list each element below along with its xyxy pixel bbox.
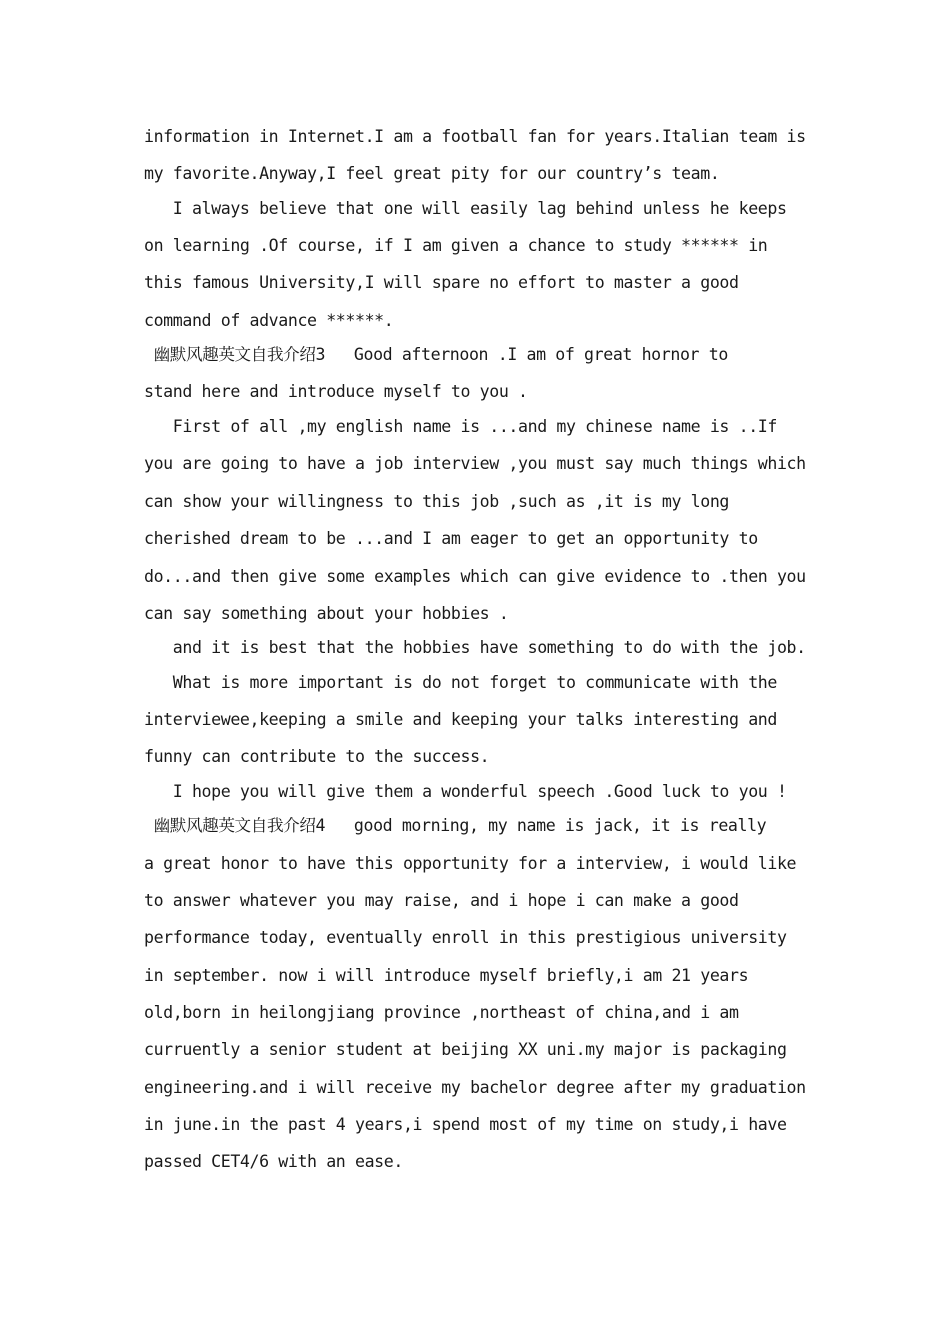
text-line: do...and then give some examples which can give evidence to .then you bbox=[144, 567, 806, 586]
text-line: I hope you will give them a wonderful speech .Good luck to you ! bbox=[144, 782, 787, 801]
text-line: to answer whatever you may raise, and i hope i can make a good bbox=[144, 891, 739, 910]
text-line: old,born in heilongjiang province ,northeast of china,and i am bbox=[144, 1003, 739, 1022]
text-line: command of advance ******. bbox=[144, 311, 394, 330]
text-line: and it is best that the hobbies have something to do with the job. bbox=[144, 638, 806, 657]
text-line: in september. now i will introduce myself briefly,i am 21 years bbox=[144, 966, 749, 985]
text-line: performance today, eventually enroll in this prestigious university bbox=[144, 928, 787, 947]
text-line: can show your willingness to this job ,such as ,it is my long bbox=[144, 492, 730, 511]
text-line: What is more important is do not forget to communicate with the bbox=[144, 673, 777, 692]
text-line: curruently a senior student at beijing XX uni.my major is packaging bbox=[144, 1040, 787, 1059]
text-line: interviewee,keeping a smile and keeping your talks interesting and bbox=[144, 710, 777, 729]
text-line: passed CET4/6 with an ease. bbox=[144, 1152, 403, 1171]
section-heading-line: 幽默风趣英文自我介绍3 Good afternoon .I am of great hornor to bbox=[144, 345, 728, 364]
text-line: can say something about your hobbies . bbox=[144, 604, 509, 623]
text-line: I always believe that one will easily lag behind unless he keeps bbox=[144, 199, 787, 218]
text-line: engineering.and i will receive my bachelor degree after my graduation bbox=[144, 1078, 806, 1097]
section-heading-line: 幽默风趣英文自我介绍4 good morning, my name is jack, it is really bbox=[144, 816, 767, 835]
text-line: funny can contribute to the success. bbox=[144, 747, 490, 766]
text-line: this famous University,I will spare no effort to master a good bbox=[144, 273, 739, 292]
text-line: information in Internet.I am a football fan for years.Italian team is bbox=[144, 127, 806, 146]
text-line: you are going to have a job interview ,you must say much things which bbox=[144, 454, 806, 473]
text-line: my favorite.Anyway,I feel great pity for our country’s team. bbox=[144, 164, 720, 183]
text-line: in june.in the past 4 years,i spend most of my time on study,i have bbox=[144, 1115, 787, 1134]
text-line: cherished dream to be ...and I am eager to get an opportunity to bbox=[144, 529, 758, 548]
text-line: First of all ,my english name is ...and my chinese name is ..If bbox=[144, 417, 777, 436]
text-line: stand here and introduce myself to you . bbox=[144, 382, 528, 401]
text-line: on learning .Of course, if I am given a chance to study ****** in bbox=[144, 236, 768, 255]
text-line: a great honor to have this opportunity for a interview, i would like bbox=[144, 854, 797, 873]
